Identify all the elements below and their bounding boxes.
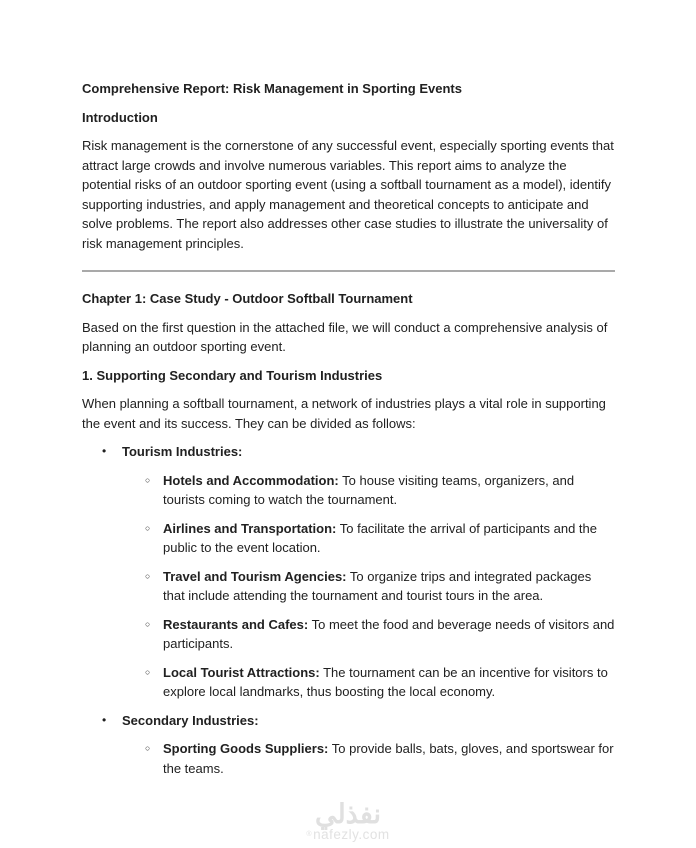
intro-paragraph: Risk management is the cornerstone of any successful event, especially sporting events that attract large crowds and involve numerous variables. This report aims to analyze the potential risks of an outdoor sporting event (using a softball tournament as a model), identify supporting industries, and apply management and theoretical concepts to anticipate and solve problems. The report also addresses other case studies to illustrate the universality of risk management principles. xyxy=(82,138,614,251)
heading-chapter-1: Chapter 1: Case Study - Outdoor Softball Tournament xyxy=(82,291,413,306)
list-item-desc: To organize trips and integrated packages that include attending the tournament and tourist tours in the area. xyxy=(163,568,592,603)
section-1-lead-paragraph: When planning a softball tournament, a network of industries plays a vital role in supporting the event and its success. They can be divided as follows: xyxy=(82,396,606,431)
registered-mark-icon: ® xyxy=(306,831,313,838)
list-item-text xyxy=(163,739,615,778)
list-item-desc: To facilitate the arrival of participants and the public to the event location. xyxy=(163,520,597,555)
list-item-term: Hotels and Accommodation: xyxy=(163,472,339,488)
circle-icon: ○ xyxy=(145,522,151,533)
list-item-text xyxy=(163,567,615,606)
list-item-airlines xyxy=(82,519,615,558)
list-item-desc: To house visiting teams, organizers, and tourists coming to watch the tournament. xyxy=(163,472,575,507)
list-item-sporting-goods xyxy=(82,739,615,778)
list-item-term: Airlines and Transportation: xyxy=(163,520,337,536)
list-item-term: Restaurants and Cafes: xyxy=(163,616,309,632)
list-item-label: Secondary Industries: xyxy=(122,712,259,728)
list-item-term: Local Tourist Attractions: xyxy=(163,664,320,680)
heading-introduction: Introduction xyxy=(82,109,158,125)
nafezly-logo-arabic: نفذلي xyxy=(314,799,382,829)
list-item-text xyxy=(163,471,615,510)
list-item-desc: The tournament can be an incentive for visitors to explore local landmarks, thus boosting the local economy. xyxy=(163,664,608,699)
list-item-secondary-industries xyxy=(82,711,615,731)
circle-icon: ○ xyxy=(145,570,151,581)
list-item-restaurants xyxy=(82,615,615,654)
list-item-label: Tourism Industries: xyxy=(122,444,243,459)
list-item-tourism-industries xyxy=(82,442,615,462)
list-item-text xyxy=(163,663,615,702)
bullet-icon: • xyxy=(102,712,107,727)
horizontal-divider xyxy=(82,270,615,272)
list-item-hotels xyxy=(82,471,615,510)
nafezly-site-text xyxy=(0,827,696,842)
list-item-text xyxy=(163,615,615,654)
circle-icon: ○ xyxy=(145,666,151,677)
list-item-local-attractions xyxy=(82,663,615,702)
circle-icon: ○ xyxy=(145,618,151,629)
circle-icon: ○ xyxy=(145,474,151,485)
nafezly-domain: nafezly.com xyxy=(313,827,390,842)
heading-section-1: 1. Supporting Secondary and Tourism Industries xyxy=(82,367,383,383)
nafezly-watermark xyxy=(0,801,696,842)
chapter-1-lead-paragraph: Based on the first question in the attached file, we will conduct a comprehensive analysis of planning an outdoor sporting event. xyxy=(82,319,608,354)
list-item-text xyxy=(163,519,615,558)
report-title: Comprehensive Report: Risk Management in Sporting Events xyxy=(82,81,462,96)
list-item-desc: To meet the food and beverage needs of visitors and participants. xyxy=(163,616,615,651)
list-item-desc: To provide balls, bats, gloves, and sportswear for the teams. xyxy=(163,741,614,776)
bullet-icon: • xyxy=(102,444,107,458)
circle-icon: ○ xyxy=(145,743,151,753)
list-item-term: Sporting Goods Suppliers: xyxy=(163,741,329,756)
list-item-travel-agencies xyxy=(82,567,615,606)
list-item-term: Travel and Tourism Agencies: xyxy=(163,568,347,584)
